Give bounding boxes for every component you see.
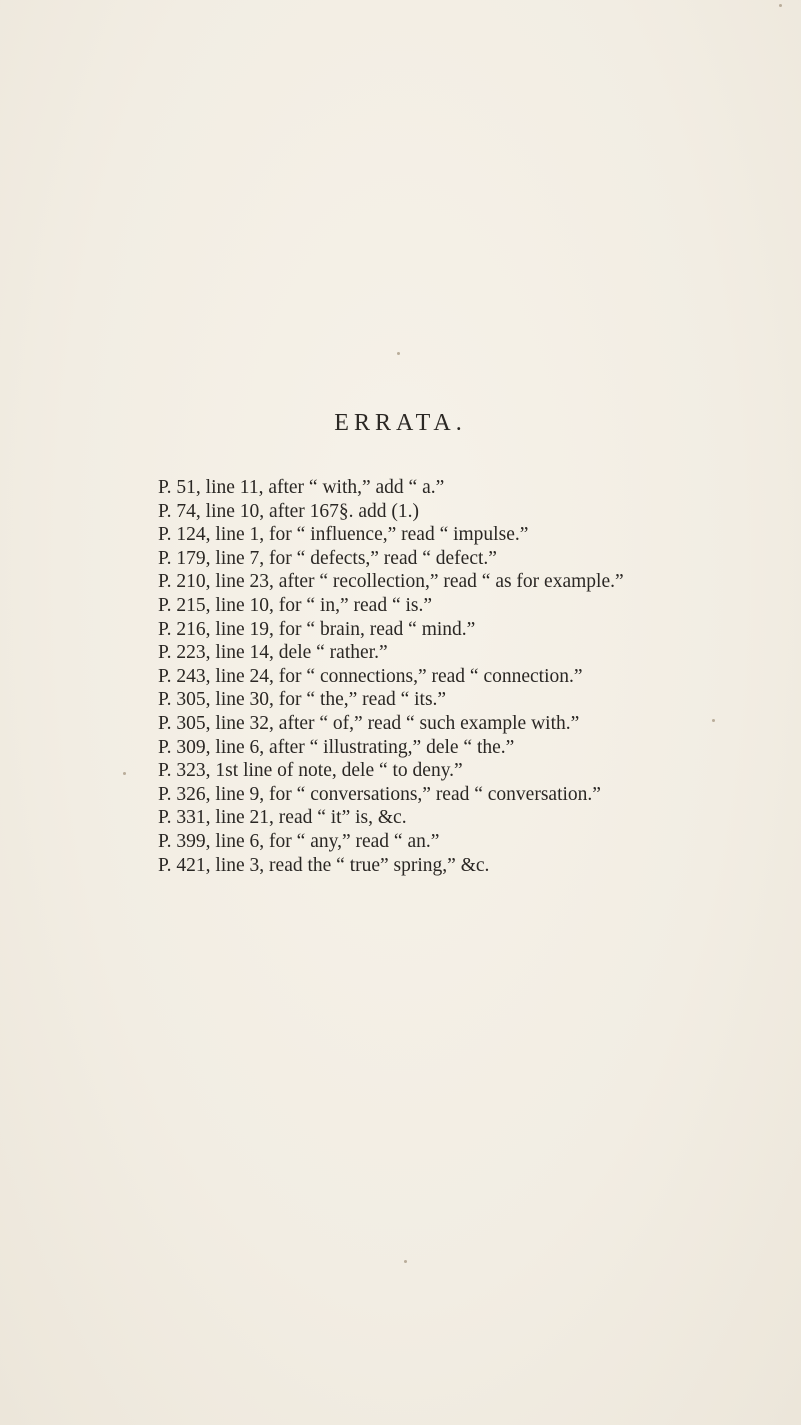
errata-entry: P. 179, line 7, for “ defects,” read “ defect.”	[158, 547, 497, 569]
errata-entry: P. 51, line 11, after “ with,” add “ a.”	[158, 477, 445, 498]
errata-entry: P. 399, line 6, for “ any,” read “ an.”	[158, 830, 440, 852]
errata-entry: P. 331, line 21, read “ it” is, &c.	[158, 807, 407, 829]
page-title: ERRATA.	[334, 410, 467, 436]
errata-entry: P. 223, line 14, dele “ rather.”	[158, 642, 388, 664]
errata-entry: P. 305, line 30, for “ the,” read “ its.”	[158, 689, 447, 711]
errata-entry: P. 326, line 9, for “ conversations,” read “ conversation.”	[158, 783, 601, 805]
errata-entry: P. 243, line 24, for “ connections,” read “ connection.”	[158, 665, 583, 687]
errata-entry: P. 124, line 1, for “ influence,” read “ impulse.”	[158, 524, 529, 546]
errata-entry: P. 215, line 10, for “ in,” read “ is.”	[158, 594, 433, 616]
errata-entry: P. 309, line 6, after “ illustrating,” dele “ the.”	[158, 736, 515, 758]
paper-speck	[712, 719, 715, 722]
errata-entry: P. 421, line 3, read the “ true” spring,” &c.	[158, 854, 490, 876]
errata-entry: P. 216, line 19, for “ brain, read “ mind.”	[158, 618, 476, 640]
errata-list	[158, 476, 798, 877]
paper-speck	[397, 352, 400, 355]
paper-speck	[404, 1260, 407, 1263]
errata-entry: P. 323, 1st line of note, dele “ to deny.”	[158, 760, 463, 782]
errata-entry: P. 305, line 32, after “ of,” read “ such example with.”	[158, 712, 580, 734]
paper-speck	[779, 4, 782, 7]
errata-entry: P. 74, line 10, after 167§. add (1.)	[158, 500, 420, 522]
errata-entry: P. 210, line 23, after “ recollection,” read “ as for example.”	[158, 571, 624, 593]
paper-speck	[123, 772, 126, 775]
